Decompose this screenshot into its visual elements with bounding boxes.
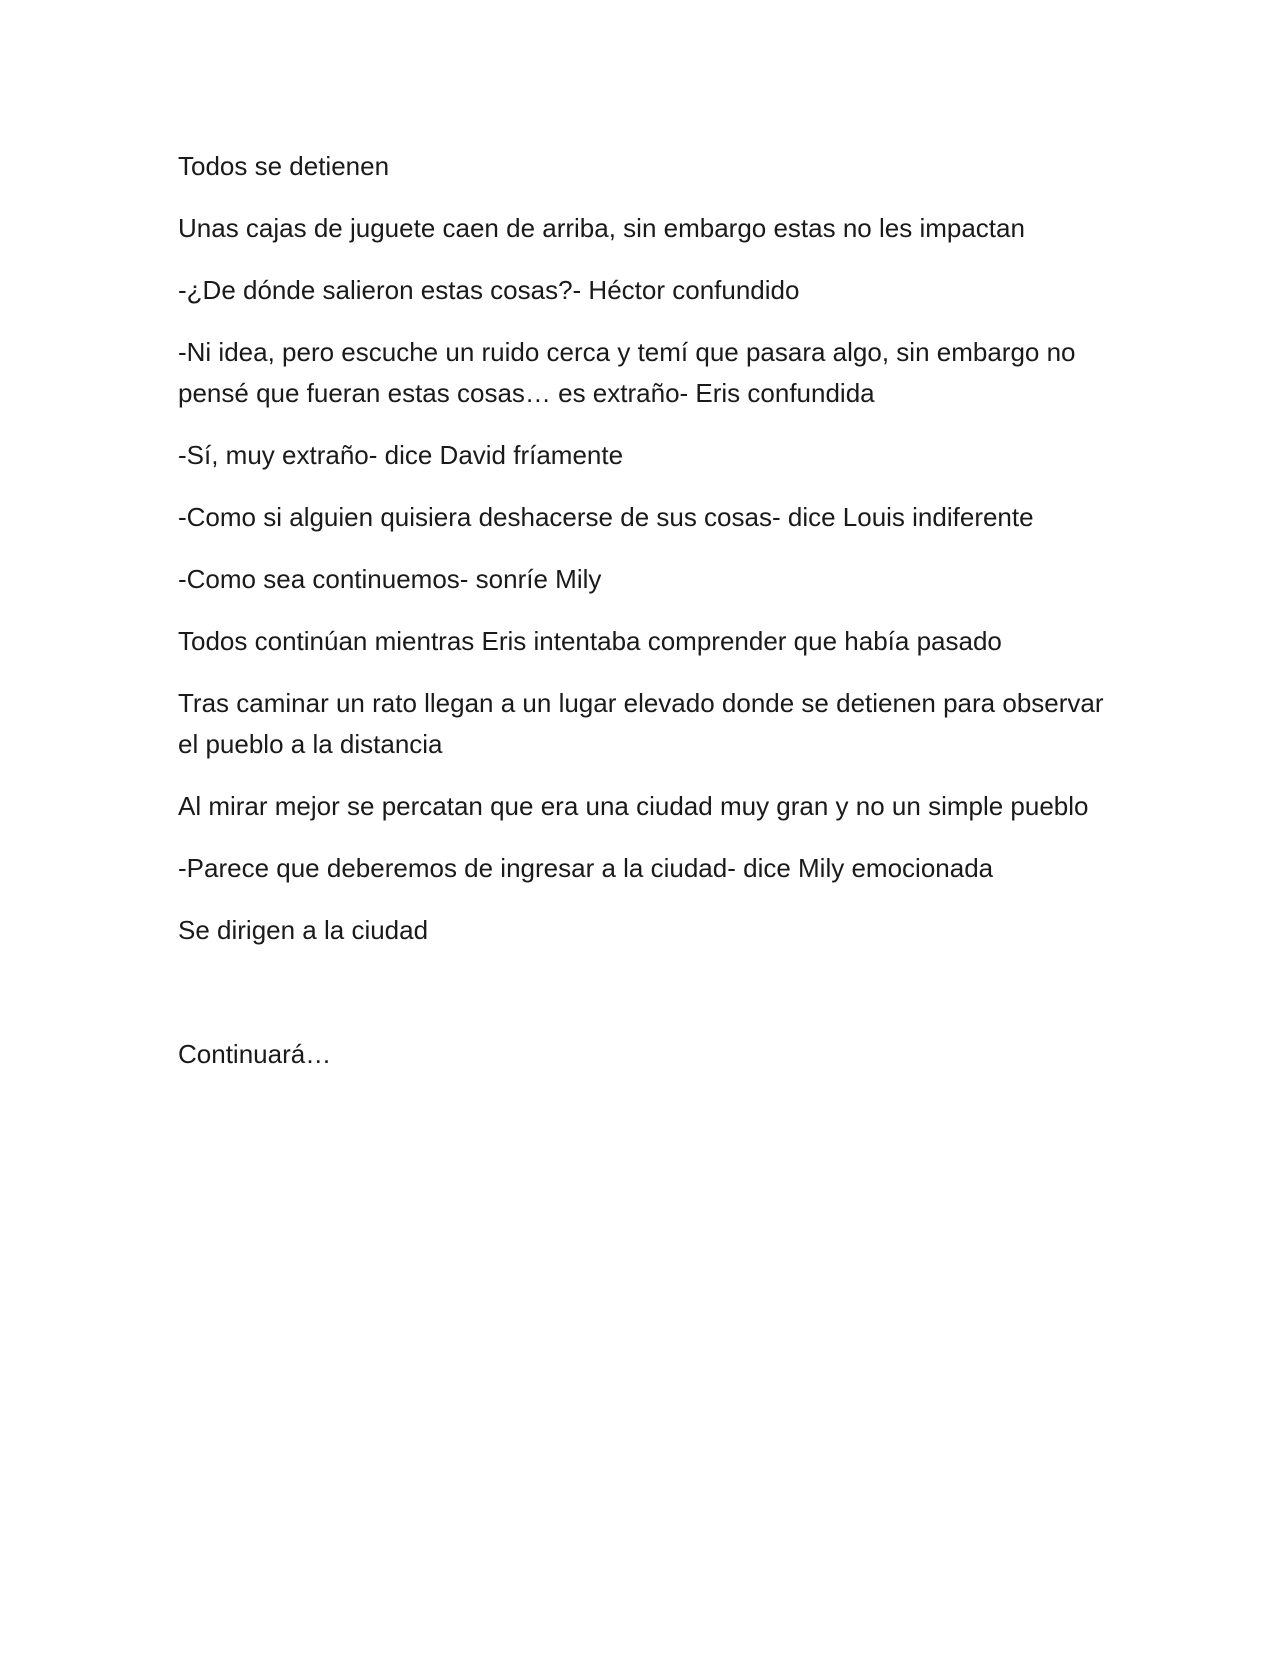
paragraph: Todos continúan mientras Eris intentaba comprender que había pasado xyxy=(178,626,1002,656)
paragraph: -Parece que deberemos de ingresar a la ciudad- dice Mily emocionada xyxy=(178,853,994,883)
paragraph: -Como sea continuemos- sonríe Mily xyxy=(178,564,602,594)
paragraph: -¿De dónde salieron estas cosas?- Héctor confundido xyxy=(178,275,800,305)
paragraph: Se dirigen a la ciudad xyxy=(178,915,429,945)
paragraph: Tras caminar un rato llegan a un lugar elevado donde se detienen para observar el pueblo a la distancia xyxy=(178,688,1104,759)
blank-line xyxy=(178,972,1108,1034)
paragraph: -Sí, muy extraño- dice David fríamente xyxy=(178,440,624,470)
closing-line: Continuará… xyxy=(178,1039,332,1069)
paragraph: -Como si alguien quisiera deshacerse de sus cosas- dice Louis indiferente xyxy=(178,502,1034,532)
document-body xyxy=(178,146,1108,1096)
paragraph: Al mirar mejor se percatan que era una ciudad muy gran y no un simple pueblo xyxy=(178,791,1089,821)
paragraph: Todos se detienen xyxy=(178,151,390,181)
paragraph: Unas cajas de juguete caen de arriba, sin embargo estas no les impactan xyxy=(178,213,1025,243)
paragraph: -Ni idea, pero escuche un ruido cerca y temí que pasara algo, sin embargo no pensé que fueran estas cosas… es extraño- Eris confundida xyxy=(178,337,1076,408)
